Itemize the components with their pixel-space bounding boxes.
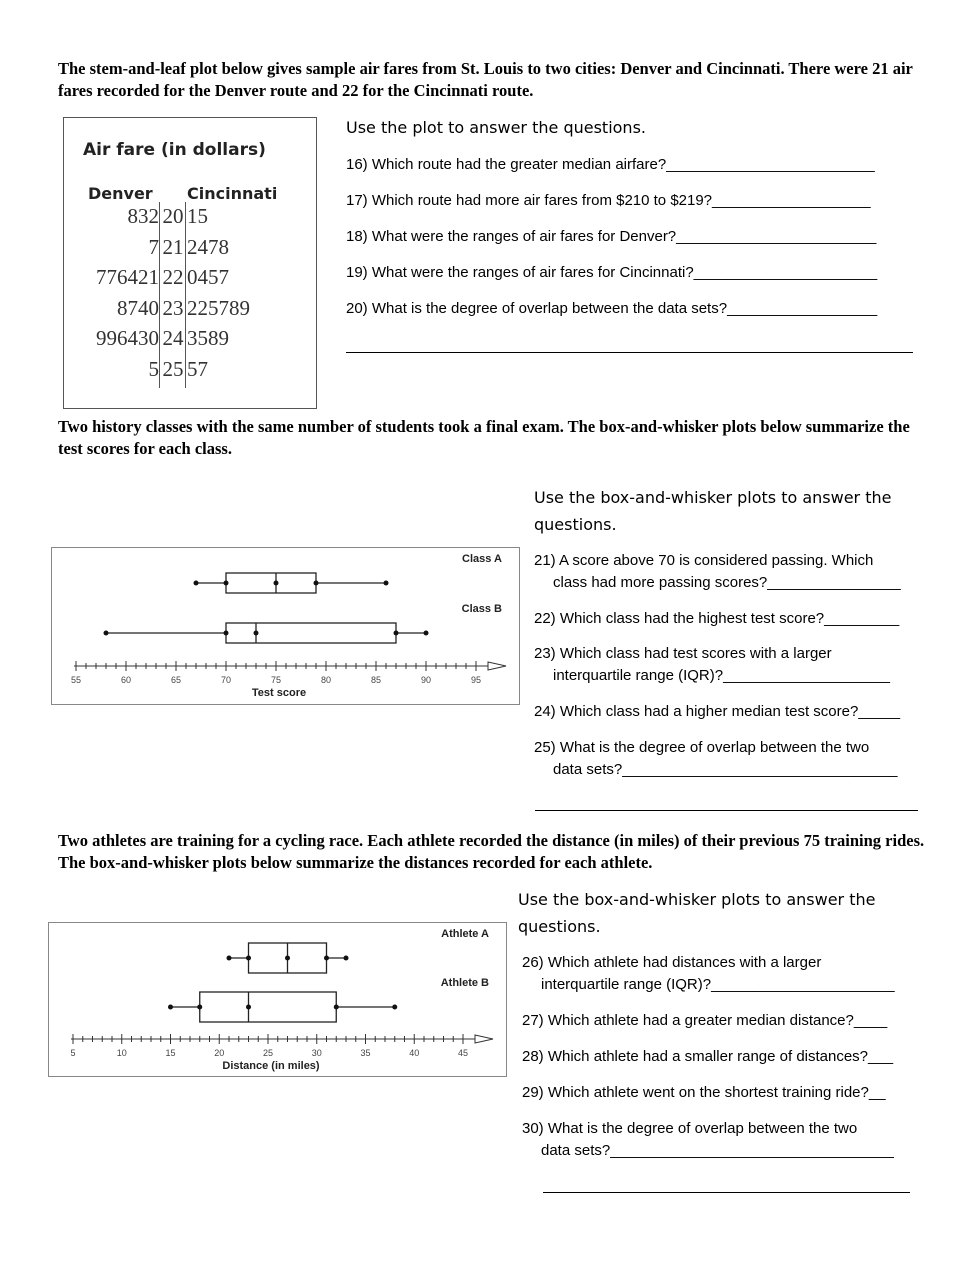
- tick-label: 35: [360, 1048, 371, 1058]
- tick-label: 70: [220, 675, 232, 685]
- section3-intro: Two athletes are training for a cycling race. Each athlete recorded the distance (in miles) of their previous 75 training rides. The box-and-whisker plots below summarize the distances recorded for each athlete.: [58, 831, 925, 872]
- stem-leaf-cincinnati-leaves: 15: [187, 204, 208, 228]
- question-21: 21) A score above 70 is considered passing. Which class had more passing scores?________________: [534, 552, 901, 591]
- answer-line-20[interactable]: [346, 352, 913, 353]
- tick-label: 15: [165, 1048, 176, 1058]
- median-point: [246, 1005, 251, 1010]
- tick-label: 80: [320, 675, 332, 685]
- question-22: 22) Which class had the highest test score?_________: [534, 610, 900, 627]
- stem-leaf-denver-header: Denver: [88, 184, 153, 203]
- tick-label: 40: [409, 1048, 420, 1058]
- stem-leaf-denver-leaves: 832: [127, 204, 159, 228]
- question-28: 28) Which athlete had a smaller range of distances?___: [522, 1048, 894, 1065]
- min-point: [227, 956, 232, 961]
- tick-label: 25: [262, 1048, 274, 1058]
- axis-arrow: [488, 662, 506, 670]
- answer-blank-26[interactable]: ______________________: [711, 976, 895, 993]
- stem-leaf-denver-leaves: 776421: [96, 265, 159, 289]
- answer-blank-25[interactable]: _________________________________: [622, 761, 898, 778]
- max-point: [384, 581, 389, 586]
- tick-label: 5: [70, 1048, 76, 1058]
- stem-leaf-title: Air fare (in dollars): [83, 140, 266, 160]
- answer-blank-23[interactable]: ____________________: [723, 667, 890, 684]
- athlete-box-plot-svg: [49, 923, 506, 1076]
- min-point: [104, 631, 109, 636]
- stem-leaf-stem: 23: [162, 295, 184, 320]
- stem-leaf-stem: 22: [162, 265, 184, 289]
- tick-label: 95: [470, 675, 482, 685]
- stem-leaf-cincinnati-leaves: 0457: [187, 265, 229, 289]
- section1-heading: Use the plot to answer the questions.: [346, 118, 646, 137]
- question-17: 17) Which route had more air fares from $210 to $219?___________________: [346, 192, 871, 209]
- stem-leaf-row: [64, 357, 314, 387]
- min-point: [168, 1005, 173, 1010]
- stem-leaf-stem: 25: [162, 356, 184, 381]
- tick-label: 30: [311, 1048, 322, 1058]
- question-20: 20) What is the degree of overlap between the data sets?__________________: [346, 300, 878, 317]
- answer-blank-29[interactable]: __: [868, 1084, 886, 1101]
- tick-label: 90: [420, 675, 432, 685]
- answer-line-25[interactable]: [535, 810, 918, 811]
- question-18: 18) What were the ranges of air fares for Denver?________________________: [346, 228, 877, 245]
- median-point: [254, 631, 259, 636]
- series-label: Class B: [461, 603, 502, 615]
- question-27: 27) Which athlete had a greater median distance?____: [522, 1012, 888, 1029]
- tick-label: 60: [120, 675, 132, 685]
- x-axis-label: Test score: [251, 687, 307, 699]
- box: [226, 573, 316, 593]
- tick-label: 55: [70, 675, 82, 685]
- stem-leaf-cincinnati-leaves: 57: [187, 356, 208, 381]
- athlete-box-plot: [48, 922, 507, 1077]
- q3-point: [334, 1005, 339, 1010]
- answer-blank-17[interactable]: ___________________: [712, 192, 871, 209]
- stem-leaf-cincinnati-leaves: 225789: [187, 295, 250, 320]
- answer-blank-27[interactable]: ____: [853, 1012, 888, 1029]
- max-point: [392, 1005, 397, 1010]
- answer-blank-18[interactable]: ________________________: [676, 228, 877, 245]
- question-29: 29) Which athlete went on the shortest training ride?__: [522, 1084, 886, 1101]
- q3-point: [314, 581, 319, 586]
- question-23: 23) Which class had test scores with a larger interquartile range (IQR)?____________________: [534, 645, 890, 684]
- median-point: [285, 956, 290, 961]
- class-box-plot: [51, 547, 520, 705]
- class-box-plot-svg: [52, 548, 519, 704]
- box: [226, 623, 396, 643]
- section3-heading: Use the box-and-whisker plots to answer the questions.: [518, 890, 876, 936]
- median-point: [274, 581, 279, 586]
- stem-leaf-row: [64, 235, 314, 265]
- stem-leaf-plot: [63, 117, 317, 409]
- q1-point: [246, 956, 251, 961]
- series-label: Athlete B: [440, 977, 489, 989]
- question-24: 24) Which class had a higher median test score?_____: [534, 703, 901, 720]
- answer-blank-20[interactable]: __________________: [727, 300, 878, 317]
- q1-point: [224, 631, 229, 636]
- series-label: Athlete A: [441, 928, 489, 940]
- tick-label: 45: [457, 1048, 469, 1058]
- max-point: [344, 956, 349, 961]
- stem-leaf-row: [64, 326, 314, 356]
- question-19: 19) What were the ranges of air fares for Cincinnati?______________________: [346, 264, 878, 281]
- tick-label: 75: [270, 675, 282, 685]
- stem-leaf-row: [64, 204, 314, 234]
- stem-leaf-cincinnati-leaves: 3589: [187, 326, 229, 350]
- axis-arrow: [475, 1035, 493, 1043]
- stem-leaf-denver-leaves: 8740: [117, 295, 159, 320]
- q1-point: [197, 1005, 202, 1010]
- x-axis-label: Distance (in miles): [222, 1060, 320, 1072]
- q1-point: [224, 581, 229, 586]
- question-16: 16) Which route had the greater median airfare?_________________________: [346, 156, 875, 173]
- stem-leaf-row: [64, 265, 314, 295]
- stem-leaf-stem: 24: [162, 326, 184, 350]
- answer-blank-19[interactable]: ______________________: [693, 264, 878, 281]
- stem-leaf-denver-leaves: 996430: [96, 326, 159, 350]
- stem-leaf-denver-leaves: 7: [148, 234, 159, 259]
- stem-leaf-cincinnati-leaves: 2478: [187, 234, 229, 259]
- answer-blank-28[interactable]: ___: [868, 1048, 894, 1065]
- question-26: 26) Which athlete had distances with a larger interquartile range (IQR)?______________________: [522, 954, 895, 993]
- section1-intro: The stem-and-leaf plot below gives sample air fares from St. Louis to two cities: Denver and Cincinnati. There were 21 air fares recorded for the Denver route and 22 for the Cincinnati route.: [58, 59, 913, 100]
- answer-blank-30[interactable]: __________________________________: [610, 1142, 894, 1159]
- section2-intro: Two history classes with the same number of students took a final exam. The box-and-whisker plots below summarize the test scores for each class.: [58, 417, 910, 458]
- answer-blank-24[interactable]: _____: [858, 703, 901, 720]
- answer-blank-16[interactable]: _________________________: [666, 156, 875, 173]
- tick-label: 10: [116, 1048, 127, 1058]
- question-25: 25) What is the degree of overlap between the two data sets?_________________________________: [534, 739, 898, 778]
- q3-point: [324, 956, 329, 961]
- tick-label: 85: [370, 675, 382, 685]
- answer-line-30[interactable]: [543, 1192, 910, 1193]
- stem-leaf-stem: 20: [162, 204, 184, 228]
- q3-point: [394, 631, 399, 636]
- stem-leaf-stem: 21: [162, 234, 184, 259]
- box: [200, 992, 337, 1022]
- max-point: [424, 631, 429, 636]
- tick-label: 65: [170, 675, 182, 685]
- stem-leaf-denver-leaves: 5: [148, 356, 159, 381]
- answer-blank-21[interactable]: ________________: [767, 574, 901, 591]
- answer-blank-22[interactable]: _________: [824, 610, 900, 627]
- question-30: 30) What is the degree of overlap between the two data sets?__________________________________: [522, 1120, 894, 1159]
- section2-heading: Use the box-and-whisker plots to answer the questions.: [534, 488, 892, 534]
- stem-leaf-cincinnati-header: Cincinnati: [187, 184, 278, 203]
- tick-label: 20: [214, 1048, 225, 1058]
- stem-leaf-row: [64, 296, 314, 326]
- min-point: [194, 581, 199, 586]
- series-label: Class A: [462, 553, 502, 565]
